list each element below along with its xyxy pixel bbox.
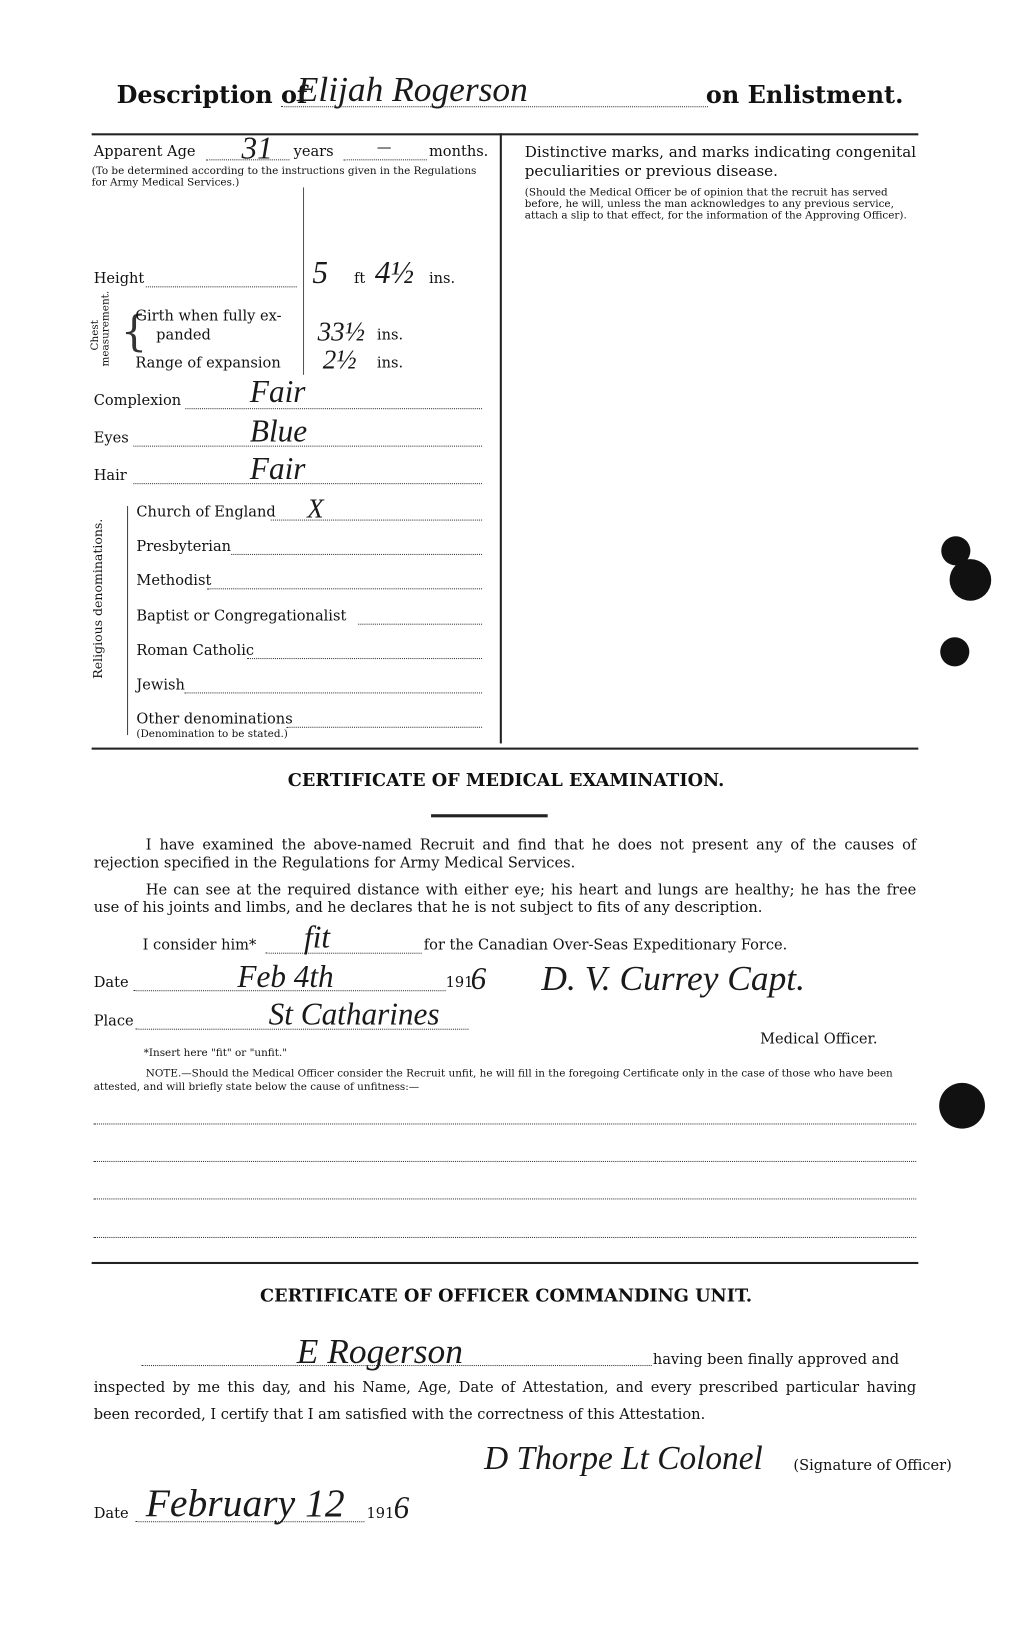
punch-hole-mark xyxy=(950,559,992,601)
medical-date-label: Date xyxy=(93,974,129,992)
denomination-note: (Denomination to be stated.) xyxy=(136,728,288,741)
height-feet: 5 xyxy=(312,256,328,291)
religion-label-item: Presbyterian xyxy=(136,538,232,555)
religion-label: Religious denominations. xyxy=(90,518,106,679)
girth-ins-label: ins. xyxy=(376,326,404,344)
commanding-text-3: been recorded, I certify that I am satisfied with the correctness of this Attestation. xyxy=(93,1406,706,1424)
religion-label-item: Jewish xyxy=(136,676,185,694)
age-years: 31 xyxy=(241,131,273,166)
years-label: years xyxy=(293,143,334,161)
religion-label-item: Church of England xyxy=(136,503,276,521)
title-prefix: Description of xyxy=(116,81,308,110)
medical-date-value: Feb 4th xyxy=(237,959,334,995)
distinctive-marks-note: (Should the Medical Officer be of opinion that the recruit has served before, he will, unless the man acknowledges to any previous service, attach a slip to that effect, for the information of the Approving Officer). xyxy=(524,187,907,222)
medical-officer-signature: D. V. Currey Capt. xyxy=(541,959,805,999)
section-rule xyxy=(92,748,919,750)
complexion-value: Fair xyxy=(249,374,306,410)
medical-paragraph-2: He can see at the required distance with either eye; his heart and lungs are healthy; he has the free use of his joints and limbs, and he declares that he is not subject to fits of any description. xyxy=(93,881,917,917)
medical-year-value: 6 xyxy=(470,962,487,997)
commanding-text-1: having been finally approved and xyxy=(652,1351,900,1369)
commanding-certificate-title: CERTIFICATE OF OFFICER COMMANDING UNIT. xyxy=(260,1285,753,1307)
medical-certificate-title: CERTIFICATE OF MEDICAL EXAMINATION. xyxy=(287,770,725,792)
fit-value: fit xyxy=(304,920,331,955)
girth-label: Girth when fully ex- xyxy=(135,308,282,325)
consider-label: I consider him* xyxy=(142,937,257,954)
height-label: Height xyxy=(93,270,145,288)
medical-officer-label: Medical Officer. xyxy=(760,1030,878,1048)
unfitness-line xyxy=(94,1161,917,1162)
range-ins-label: ins. xyxy=(376,355,404,372)
religion-mark: X xyxy=(307,493,324,524)
religion-label-item: Methodist xyxy=(136,572,212,590)
chest-label: Chest measurement. xyxy=(89,290,112,367)
range-label: Range of expansion xyxy=(135,355,281,372)
commanding-date-label: Date xyxy=(93,1505,129,1523)
distinctive-marks-title: Distinctive marks, and marks indicating congenital peculiarities or previous disease. xyxy=(524,144,917,181)
medical-paragraph-1: I have examined the above-named Recruit and find that he does not present any of the causes of rejection specified in the Regulations for Army Medical Services. xyxy=(93,837,917,872)
complexion-label: Complexion xyxy=(93,392,182,410)
height-inches: 4½ xyxy=(374,256,414,291)
force-label: for the Canadian Over-Seas Expeditionary Force. xyxy=(423,937,788,954)
unfitness-line xyxy=(94,1237,917,1238)
commanding-date-value: February 12 xyxy=(145,1481,345,1526)
punch-hole-mark xyxy=(939,1083,985,1129)
column-divider xyxy=(500,133,502,743)
insert-note: *Insert here "fit" or "unfit." xyxy=(143,1047,288,1059)
months-label: months. xyxy=(428,143,489,161)
commanding-recruit-name: E Rogerson xyxy=(296,1332,463,1372)
commanding-year-prefix: 191 xyxy=(366,1505,395,1523)
age-months: — xyxy=(376,139,392,157)
eyes-label: Eyes xyxy=(93,430,129,447)
unfitness-line xyxy=(94,1123,917,1124)
age-label: Apparent Age xyxy=(93,143,196,161)
commanding-text-2: inspected by me this day, and his Name, Age, Date of Attestation, and every prescribed particular having xyxy=(93,1379,917,1397)
hair-label: Hair xyxy=(93,467,127,485)
religion-label-item: Roman Catholic xyxy=(136,642,255,660)
eyes-value: Blue xyxy=(249,414,308,449)
top-rule xyxy=(92,133,919,135)
signature-of-officer-label: (Signature of Officer) xyxy=(793,1457,952,1475)
hair-value: Fair xyxy=(249,451,306,487)
range-value: 2½ xyxy=(322,344,357,375)
place-value: St Catharines xyxy=(268,997,440,1032)
commanding-officer-signature: D Thorpe Lt Colonel xyxy=(484,1438,763,1477)
commanding-year-value: 6 xyxy=(393,1490,410,1526)
title-suffix: on Enlistment. xyxy=(705,81,904,110)
girth-label-2: panded xyxy=(156,326,211,344)
place-label: Place xyxy=(93,1013,134,1030)
enlistment-description-form: Description of Elijah Rogerson on Enlistment. Apparent Age 31 years — months. (To be determined according to the instructions given in the Regulations for Army Medical Services.) Height 5 ft 4½ ins. Chest measurement. { Girth when fully ex- panded 33½ ins. Range of expansion 2½ ins. Complexion Fair Eyes Blue Hair Fair Religious denominations. Church of England X Presbyterian Methodist Baptist or Congregationalist Roman Catholic Jewish Other denominations (Denomination to be stated.) Distinctive marks, and marks indicating congenital peculiarities or previous disease. (Should the Medical Officer be of opinion that the recruit has served before, he will, unless the man acknowledges to any previous service, attach a slip to that effect, for the information of the Approving Officer). CERTIFICATE OF MEDICAL EXAMINATION. I have examined the above-named Recruit and find that he does not present any of the causes of rejection specified in the Regulations for Army Medical Services. He can see at the required distance with either eye; his heart and lungs are healthy; he has the free use of his joints and limbs, and he declares that he is not subject to fits of any description. I consider him* fit for the Canadian Over-Seas Expeditionary Force. Date Feb 4th 191 6 Place St Catharines D. V. Currey Capt. Medical Officer. *Insert here "fit" or "unfit." NOTE.—Should the Medical Officer consider the Recruit unfit, he will fill in the foregoing Certificate only in the case of those who have been attested, and will briefly state below the cause of unfitness:— CERTIFICATE OF OFFICER COMMANDING UNIT. E Rogerson having been finally approved and inspected by me this day, and his Name, Age, Date of Attestation, and every prescribed particular having been recorded, I certify that I am satisfied with the correctness of this Attestation. D Thorpe Lt Colonel (Signature of Officer) Date February 12 191 6 xyxy=(0,0,1012,1633)
religion-label-item: Other denominations xyxy=(136,711,293,728)
ins-label: ins. xyxy=(428,270,456,288)
age-note: (To be determined according to the instructions given in the Regulations for Army Medical Services.) xyxy=(91,165,477,189)
girth-value: 33½ xyxy=(317,316,365,347)
unfit-note: NOTE.—Should the Medical Officer consider the Recruit unfit, he will fill in the foregoing Certificate only in the case of those who have been attested, and will briefly state below the cause of unfitness:— xyxy=(93,1068,893,1094)
religion-label-item: Baptist or Congregationalist xyxy=(136,608,347,625)
punch-hole-mark xyxy=(940,637,969,666)
recruit-name: Elijah Rogerson xyxy=(296,70,528,110)
unfitness-line xyxy=(94,1198,917,1199)
medical-year-prefix: 191 xyxy=(445,974,474,992)
ft-label: ft xyxy=(354,270,366,288)
